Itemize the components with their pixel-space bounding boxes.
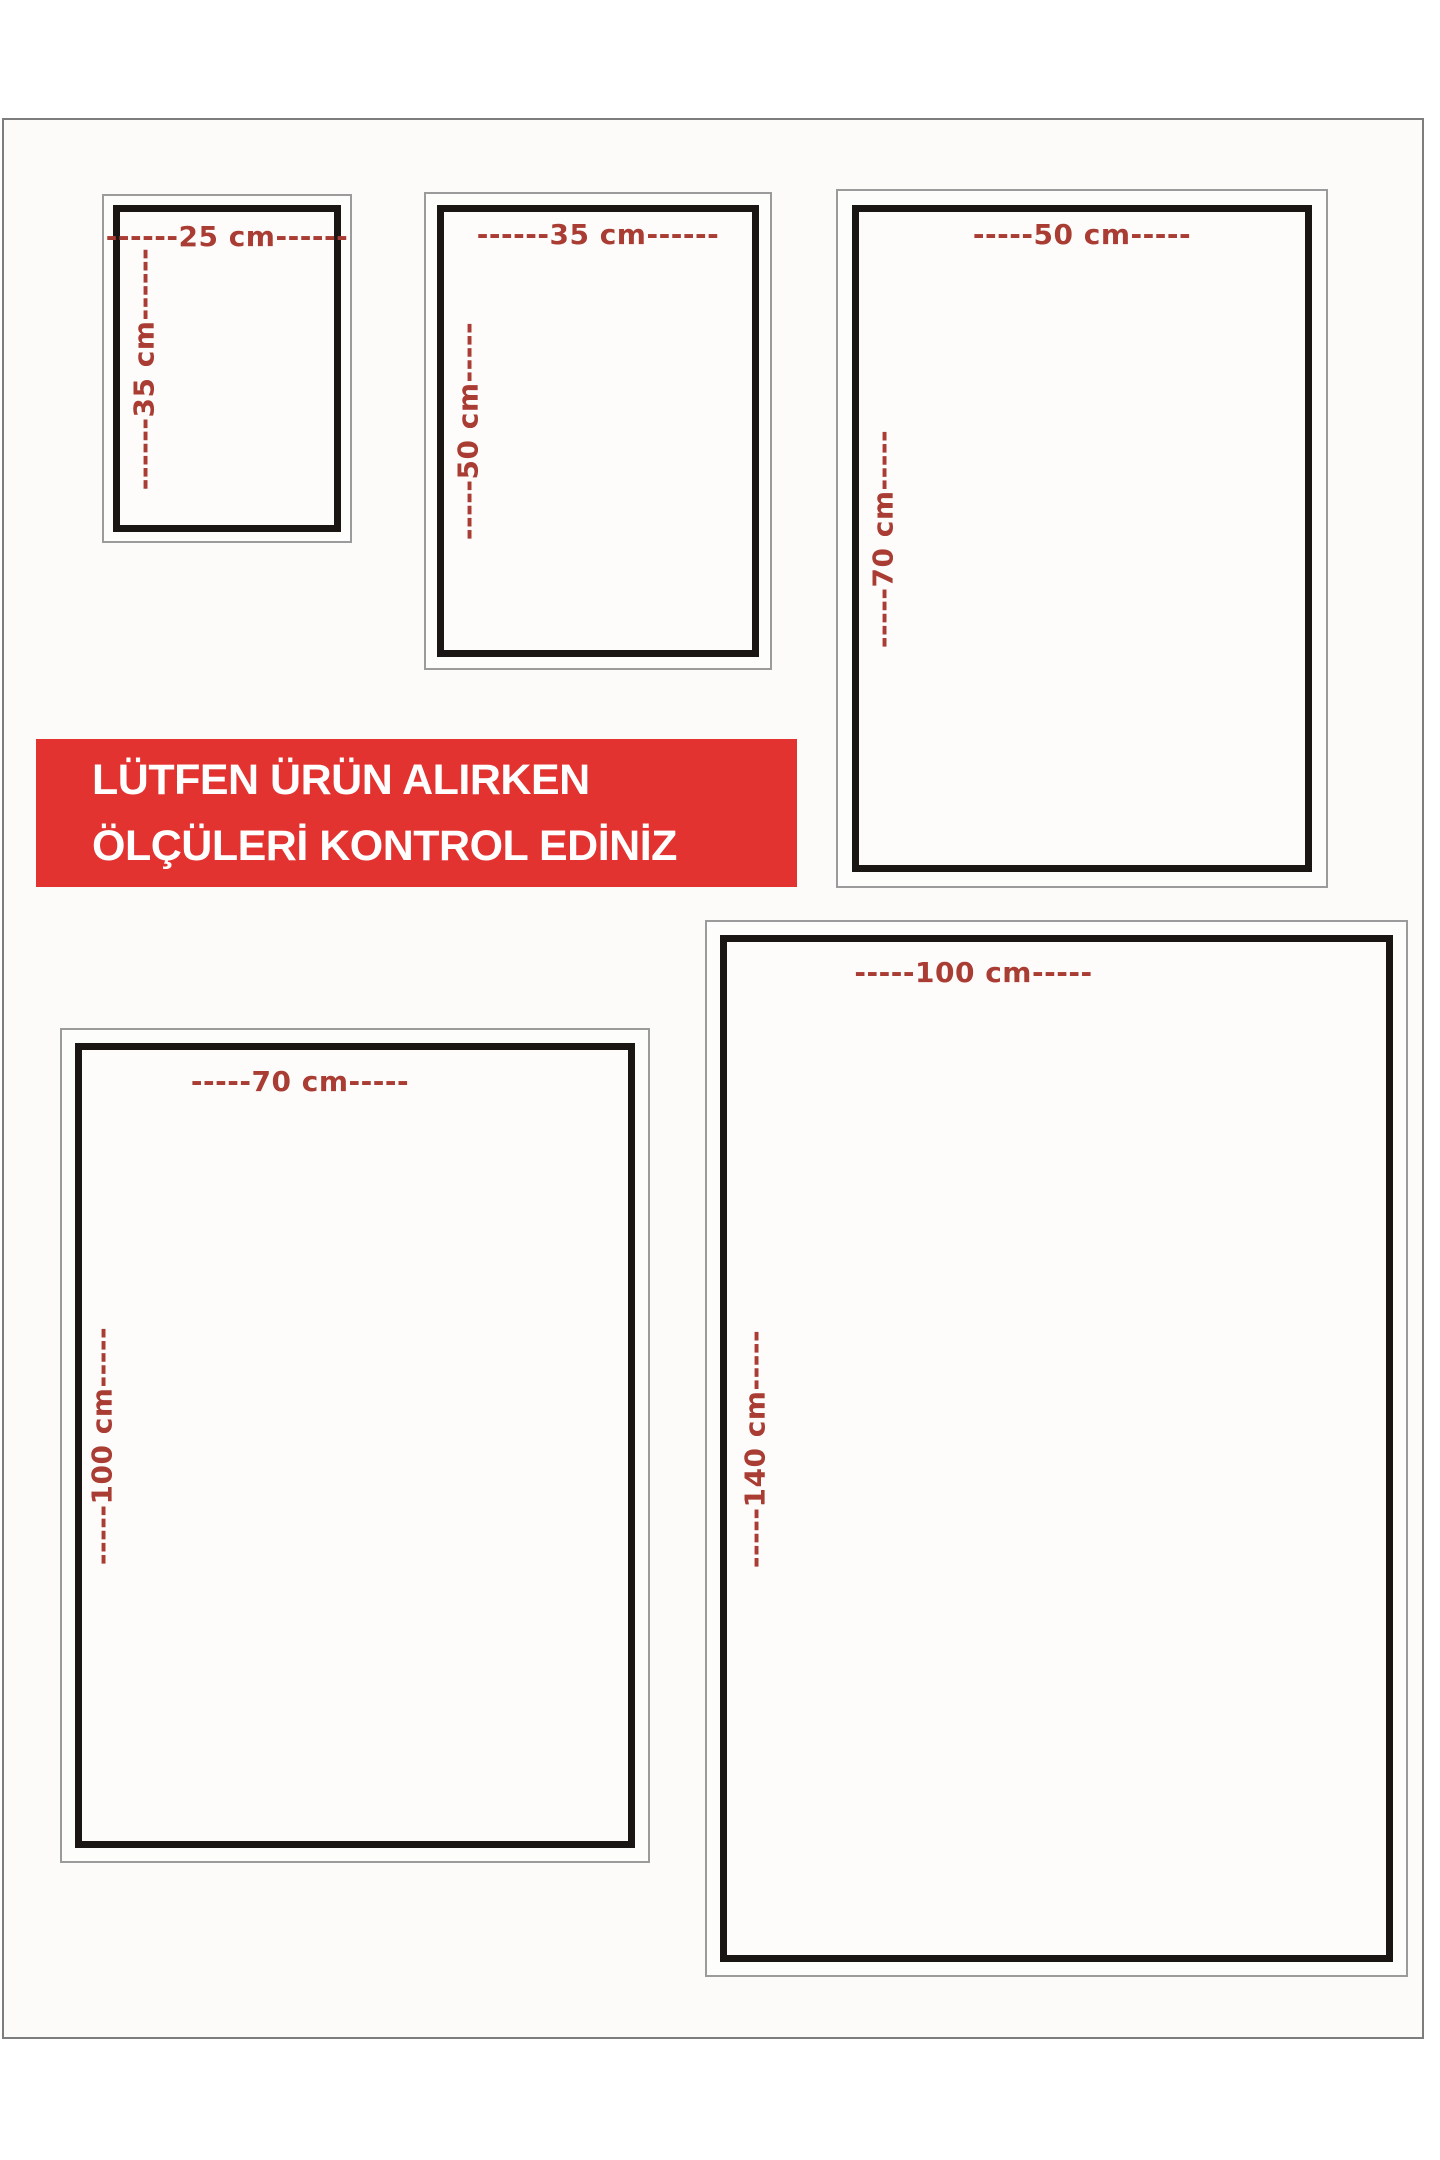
width-dimension-label: ------35 cm------ xyxy=(476,218,720,251)
height-dimension-label: -----50 cm----- xyxy=(451,321,485,541)
warning-line-1: LÜTFEN ÜRÜN ALIRKEN xyxy=(92,756,590,804)
size-box-25x35 xyxy=(102,194,352,543)
height-dimension-label: -----70 cm----- xyxy=(866,429,900,648)
height-dimension-label: -----140 cm----- xyxy=(738,1329,772,1568)
size-box-50x70 xyxy=(836,189,1328,888)
width-dimension-label: -----50 cm----- xyxy=(972,218,1192,251)
size-box-frame xyxy=(437,205,759,657)
size-box-frame xyxy=(852,205,1312,872)
size-box-100x140 xyxy=(705,920,1408,1977)
measurement-warning-banner xyxy=(36,739,797,887)
height-dimension-label: -----100 cm----- xyxy=(85,1326,119,1565)
warning-line-2: ÖLÇÜLERİ KONTROL EDİNİZ xyxy=(92,822,677,870)
size-chart-sheet xyxy=(2,118,1424,2039)
size-box-frame xyxy=(105,205,349,532)
height-dimension-label: ------35 cm------ xyxy=(127,247,161,490)
size-box-frame xyxy=(720,935,1393,1962)
width-dimension-label: -----70 cm----- xyxy=(190,1065,410,1098)
size-box-frame xyxy=(75,1043,635,1848)
width-dimension-label: ------25 cm------ xyxy=(105,220,349,253)
size-box-35x50 xyxy=(424,192,772,670)
width-dimension-label: -----100 cm----- xyxy=(854,956,1093,989)
size-box-70x100 xyxy=(60,1028,650,1863)
